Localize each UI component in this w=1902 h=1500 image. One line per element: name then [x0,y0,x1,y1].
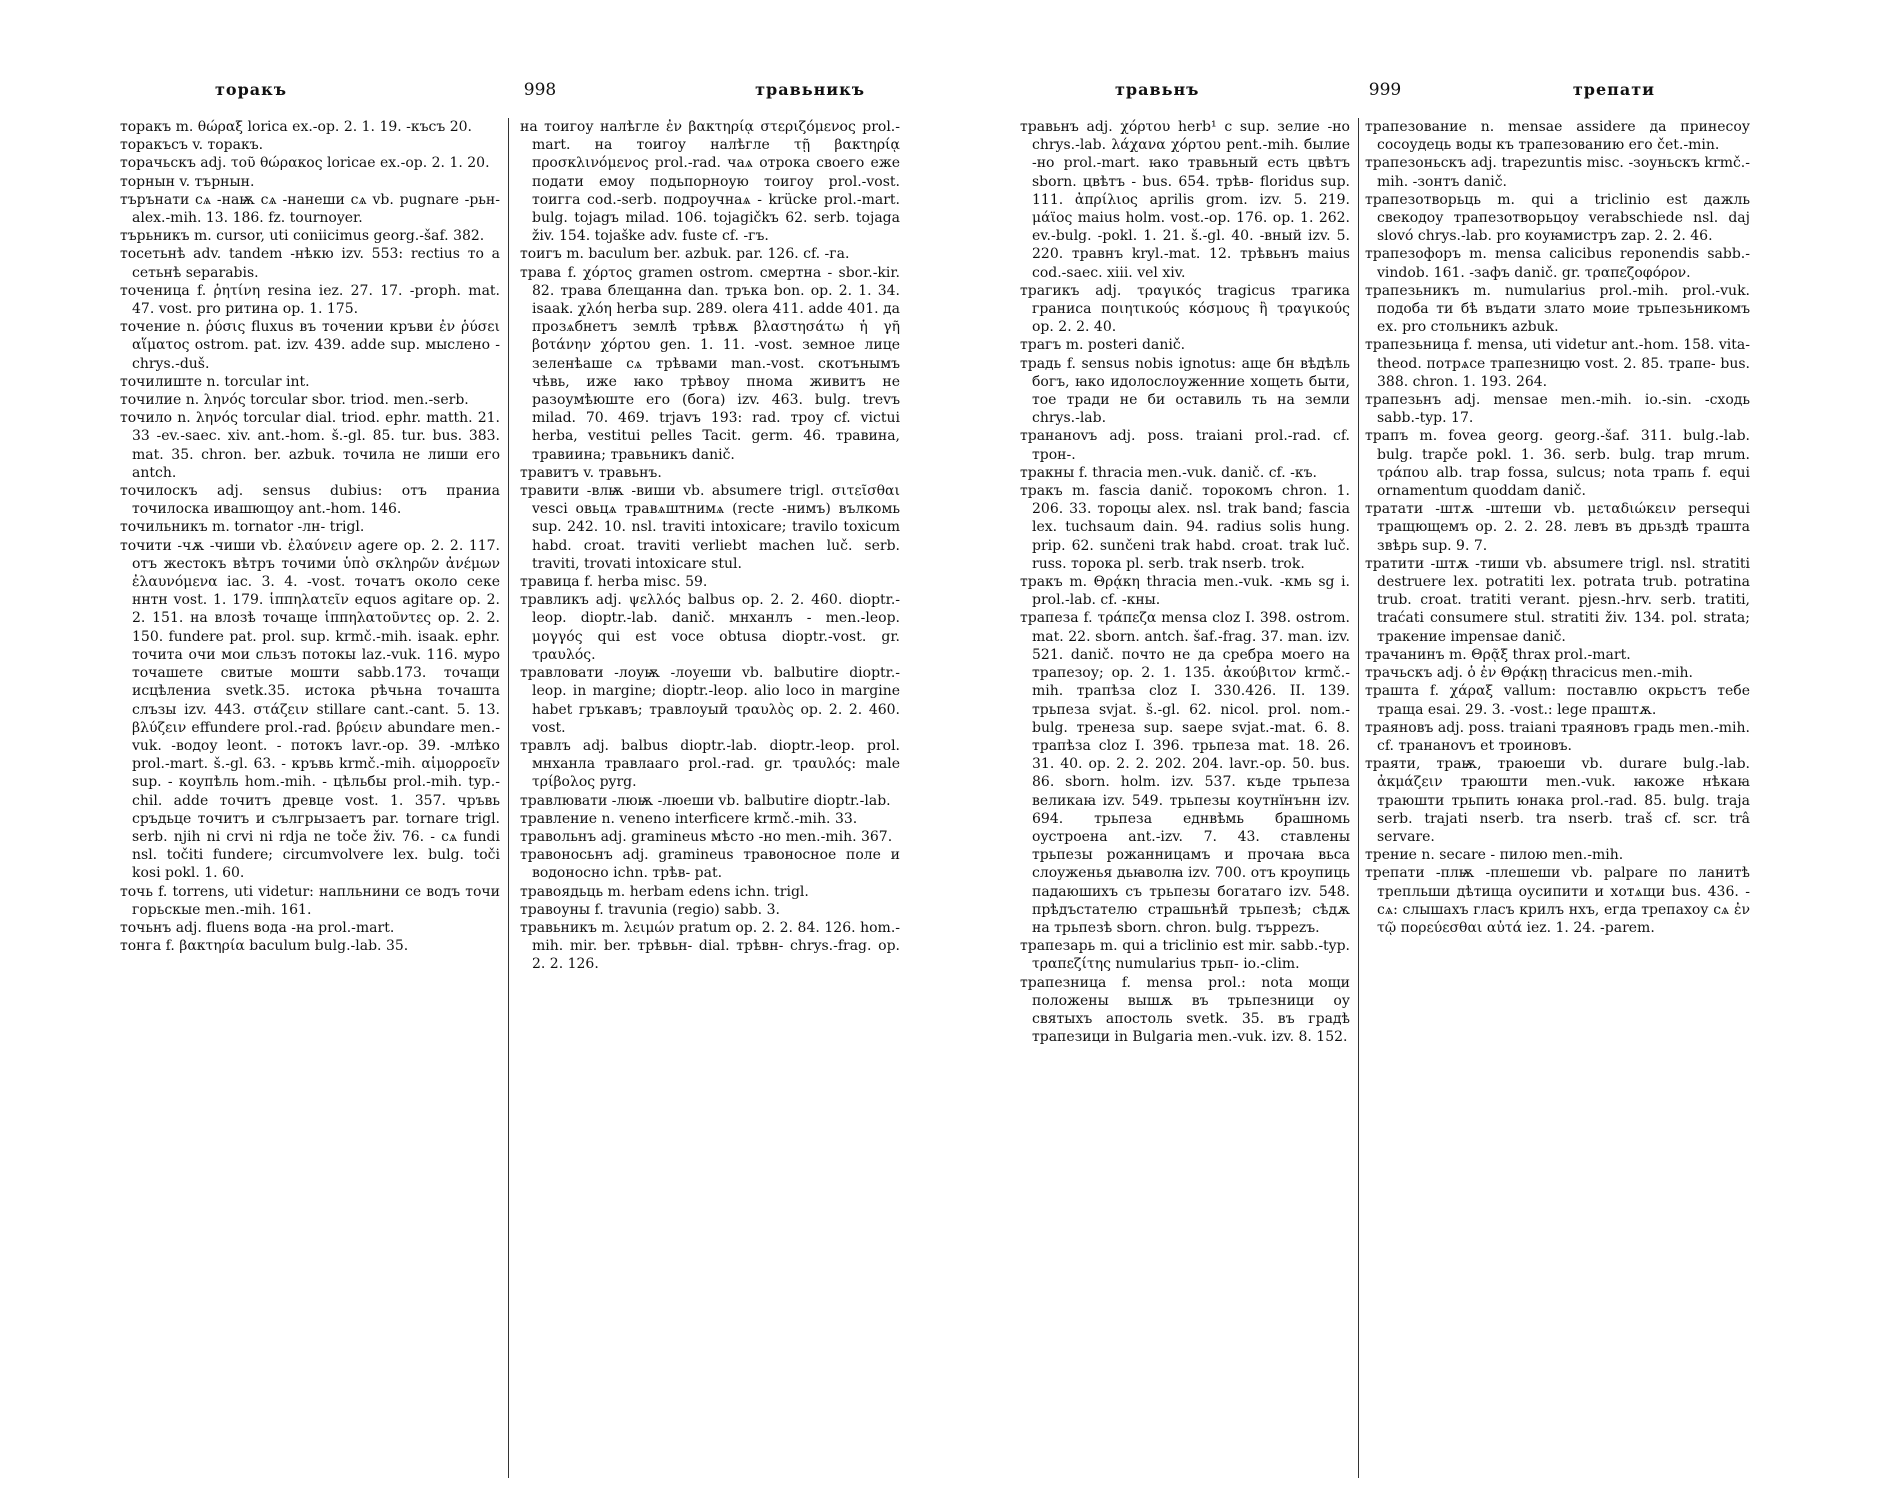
dictionary-entry: травольнъ adj. gramineus мѣсто -но men.-mih. 367. [520,828,893,845]
dictionary-entry: трапезница f. mensa prol.: nota мощи положены вышѫ въ трьпезници оу святыхъ апостоль svetk. 35. въ градѣ трапезици in Bulgaria men.-vuk. izv. 8. 152. [1020,974,1350,1046]
dictionary-entry: трапеза f. τράπεζα mensa cloz I. 398. ostrom. mat. 22. sborn. antch. šaf.-frag. 37. man. izv. 521. danič. почто не да сребра моего на трапезоу; op. 2. 1. 135. ἀκούβιτον krmč.-mih. трапѣза cloz I. 330.426. II. 139. трьпеза svjat. š.-gl. 62. nicol. prol. nom.-bulg. тренеза sup. saepe svjat.-mat. 6. 8. трапѣза cloz I. 396. трьпеза mat. 18. 26. 31. 40. op. 2. 2. 202. 204. lavr.-op. 50. bus. 86. sborn. holm. izv. 537. къде трьпеза великаꙗ izv. 549. трьпезы коутнїнънн izv. 694. трьпеза еднвѣмь брашномь оустроена ant.-izv. 7. 43. ставлены трьпезы рожанницамъ и прочаꙗ вьса слоуженья дьꙗволꙗ izv. 700. отъ кроупиць падаюшихъ съ трьпезы богатаго izv. 548. прѣдъстателю страшьнѣй трьпезѣ; сѣдѫ на трьпезѣ sborn. chron. bulg. търpezъ. [1020,610,1350,936]
dictionary-entry: трачьскъ adj. ὁ ἐν Θρᾴκῃ thracicus men.-mih. [1365,665,1694,682]
dictionary-entry: тратити -штѫ -тиши vb. absumere trigl. nsl. stratiti destruere lex. potratiti lex. potrata trub. potratina trub. croat. tratiti verant. pjesn.-hrv. serb. tratiti, traćati consumere stul. stratiti živ. 134. pol. strata; тракение impensae danič. [1365,555,1750,645]
dictionary-entry: торачьскъ adj. τοῦ θώρακος loricae ex.-op. 2. 1. 20. [120,155,490,172]
dictionary-entry: травитъ v. травьнъ. [520,464,662,481]
dictionary-entry: тонга f. βακτηρία baculum bulg.-lab. 35. [120,938,409,955]
dictionary-entry: травликъ adj. ψελλός balbus op. 2. 2. 460. dioptr.-leop. dioptr.-lab. danič. мнханлъ - men.-leop. μογγός qui est voce obtusa dioptr.-vost. gr. τραυλός. [520,592,900,663]
dictionary-entry: травоядьць m. herbam edens ichn. trigl. [520,883,809,900]
dictionary-entry: трапезование n. mensae assidere да принесоу сосоудець воды къ трапезованию его čet.-min. [1365,119,1750,154]
dictionary-entry: трапезьникъ m. numularius prol.-mih. prol.-vuk. подоба ти бѣ въдати злато моие трьпезьникомъ ex. pro стольникъ azbuk. [1365,282,1750,336]
dictionary-entry: трапезотворьць m. qui a triclinio est дажль свекодоу трапезотворьцоу verabschiede nsl. daj slovó chrys.-lab. pro коуꙗмистръ zap. 2. 2. 46. [1365,191,1750,245]
running-head-right: трепати [1572,80,1655,99]
column-right [1365,118,1750,937]
column-divider [508,118,509,1478]
dictionary-entry: травлъ adj. balbus dioptr.-lab. dioptr.-leop. prol. мнханла травлааго prol.-rad. gr. τραυλός: male τρίβολος pyrg. [520,737,900,791]
dictionary-entry: точилиште n. torcular int. [120,373,310,390]
dictionary-entry: трапезьнъ adj. mensae men.-mih. io.-sin. -сходь sabb.-typ. 17. [1365,392,1750,427]
right-page [1020,70,1750,1470]
dictionary-entry: трапъ m. fovea georg. georg.-šaf. 311. bulg.-lab. bulg. trapče pokl. 1. 36. serb. bulg. trap mrum. τράπου alb. trap fossa, sulcus; nota трапь f. equi ornamentum quoddam danič. [1365,428,1750,500]
dictionary-entry: торакъ m. θώραξ lorica ex.-op. 2. 1. 19. -късъ 20. [120,119,473,135]
left-page [120,70,960,1470]
dictionary-entry: травлювати -люѭ -люеши vb. balbutire dioptr.-lab. [520,792,891,809]
dictionary-entry: торакъсъ v. торакъ. [120,137,264,154]
column-divider [1358,118,1359,1478]
dictionary-entry: травьникъ m. λειμών pratum op. 2. 2. 84. 126. hom.-mih. mir. ber. трѣвьн- dial. трѣвн- chrys.-frag. op. 2. 2. 126. [520,919,900,973]
column-left [1020,118,1350,1046]
dictionary-entry: точь f. torrens, uti videtur: напльнини се водъ точи горьскые men.-mih. 161. [120,883,500,918]
dictionary-entry: точьнъ adj. fluens вода -на prol.-mart. [120,919,395,936]
dictionary-entry: точение n. ῥύσις fluxus въ точении кръви ἐν ῥύσει αἵματος ostrom. pat. izv. 439. adde sup. мыслено - chrys.-duš. [120,319,500,372]
column-right [520,118,900,974]
running-head-right: травьникъ [755,80,865,99]
dictionary-entry: тратати -штѫ -штеши vb. μεταδιώκειν persequi тращющемъ op. 2. 2. 28. левъ въ дрьздѣ трашта звѣрь sup. 9. 7. [1365,501,1750,554]
dictionary-entry: траяновъ adj. poss. traiani траяновъ градь men.-mih. cf. трананоvъ et троиновъ. [1365,719,1750,754]
dictionary-entry: точеница f. ῥητίνη resina iez. 27. 17. -proph. mat. 47. vost. pro ритина op. 1. 175. [120,282,500,318]
dictionary-entry: трава f. χόρτος gramen ostrom. смертна - sbor.-kir. 82. трава блещанна dan. тръка bon. op. 2. 1. 34. isaak. χλόη herba sup. 289. olera 411. adde 401. да прозѧбнетъ землѣ трѣвѫ βλαστησάτω ἡ γῆ βοτάνην χόρτου gen. 1. 11. -vost. земное лице зеленѣаше сѧ трѣвами man.-vost. скотънымъ чѣвь, иже ꙗко трѣвоу пнома живитъ не разоумѣюште его (бога) izv. 463. bulg. trevъ milad. 70. 469. trjavъ 193: rad. троу cf. victui herba, vestitui pelles Tacit. germ. 46. травина, травиина; травьникъ danič. [520,264,900,463]
dictionary-entry: травоносьнъ adj. gramineus травоносное поле и водоносно ichn. трѣв- pat. [520,847,900,882]
dictionary-entry: традь f. sensus nobis ignotus: аще бн вѣдѣль богъ, ꙗко идолослоуженние хощеть быти, тое тради не би оставиль ть на земли chrys.-lab. [1020,355,1350,427]
dictionary-entry: търьникъ m. cursor, uti coniicimus georg.-šaf. 382. [120,228,485,245]
dictionary-entry: травловати -лоуѭ -лоуеши vb. balbutire dioptr.-leop. in margine; dioptr.-leop. alio loco in margine habet гръкавъ; травлоуый τραυλὸς op. 2. 2. 460. vost. [520,665,900,736]
dictionary-entry: точилоскъ adj. sensus dubius: отъ праниа точилоска ивашющоу ant.-hom. 146. [120,483,500,518]
dictionary-entry: трачанинъ m. Θρᾷξ thrax prol.-mart. [1365,646,1631,663]
dictionary-entry: трашта f. χάραξ vallum: поставлю окрьстъ тебе траща esai. 29. 3. -vost.: lege праштѫ. [1365,683,1750,718]
dictionary-entry: травити -влѭ -виши vb. absumere trigl. σιτεῖσθαι vesci овьцѧ травѧштнимѧ (recte -нимъ) вълкомь sup. 242. 10. nsl. traviti intoxicare; travilo toxicum habd. croat. traviti verliebt machen luč. serb. traviti, trovati intoxicare stul. [520,483,900,572]
dictionary-entry: трагъ m. posteri danič. [1020,337,1186,354]
running-head [120,70,960,110]
running-head-left: травьнъ [1115,80,1200,99]
column-left [120,118,500,955]
dictionary-entry: траяти, траѭ, траюеши vb. durare bulg.-lab. ἀκμάζειν траюшти men.-vuk. ꙗкоже нѣкаꙗ траюшти трьпить юнака prol.-rad. 85. bulg. traja serb. trajati nserb. tra nserb. traš cf. scr. trâ servare. [1365,756,1750,845]
dictionary-entry: тоигъ m. baculum ber. azbuk. par. 126. cf. -га. [520,246,850,263]
dictionary-entry: торнын v. търнын. [120,173,255,190]
running-head-left: торакъ [215,80,287,99]
dictionary-entry: трапезофоръ m. mensa calicibus reponendis sabb.-vindob. 161. -зафъ danič. gr. τραπεζοφόρον. [1365,246,1750,281]
dictionary-entry: травление n. veneno interficere krmč.-mih. 33. [520,810,858,827]
dictionary-entry: тракъ m. Θρᾴκη thracia men.-vuk. -кмь sg i. prol.-lab. cf. -кны. [1020,574,1350,609]
dictionary-entry: тракъ m. fascia danič. торокомъ chron. 1. 206. 33. тороцы alex. nsl. trak band; fascia lex. tuchsaum dain. 94. radius solis hung. prip. 62. sunčeni trak habd. croat. trak luč. russ. торока pl. serb. trak nserb. trok. [1020,483,1350,572]
dictionary-entry: тракны f. thracia men.-vuk. danič. cf. -къ. [1020,464,1317,481]
dictionary-entry: травоуны f. travunia (regio) sabb. 3. [520,901,780,918]
running-head [1020,70,1750,110]
dictionary-entry: травица f. herba misc. 59. [520,574,708,591]
page-number: 998 [523,80,557,100]
dictionary-entry: трепати -плѭ -плешеши vb. palpare по ланитѣ трепльши дѣтища оусипити и хотѧщи bus. 436. - сѧ: слышахъ гласъ крилъ нхъ, егда трепахоу сѧ ἐν τῷ πορεύεσθαι αὐτά iez. 1. 24. -parem. [1365,865,1750,936]
dictionary-entry: трапезарь m. qui a triclinio est mir. sabb.-typ. τραπεζίτης numularius трьп- io.-clim. [1020,938,1350,973]
dictionary-entry: точило n. ληνός torcular dial. triod. ephr. matth. 21. 33 -ev.-saec. xiv. ant.-hom. š.-gl. 85. tur. bus. 383. mat. 35. chron. ber. azbuk. точила не лиши его antch. [120,410,500,481]
dictionary-entry: тосетьнѣ adv. tandem -нѣкю izv. 553: rectius то а сетьнѣ separabis. [120,246,500,281]
dictionary-entry: точити -чѫ -чиши vb. ἐλαύνειν agere op. 2. 2. 117. отъ жестокъ вѣтръ точими ὑπὸ σκληρῶν ἀνέμων ἐλαυνόμενα iac. 3. 4. -vost. точатъ около секе ннтн vost. 1. 179. ἱππηλατεῖν equos agitare op. 2. 2. 151. на влозѣ точаще ἱππηλατοῦντες op. 2. 2. 150. fundere pat. prol. sup. krmč.-mih. isaak. ephr. точита очи мои сльзъ потокы laz.-vuk. 116. муро точашете свитые мошти sabb.173. точащи исцѣлениа svetk.35. истока рѣчьна точашта слъзы izv. 443. στάζειν stillare cant.-cant. 5. 13. βλύζειν effundere prol.-rad. βρύειν abundare men.-vuk. -водоу leont. - потокъ lavr.-op. 39. -млѣко prol.-mart. š.-gl. 63. - кръвь krmč.-mih. αἱμορροεῖν sup. - коупѣль hom.-mih. - цѣльбы prol.-mih. typ.-chil. adde точитъ древце vost. 1. 357. чръвь сръдьце точитъ и сългрызаетъ par. tornare trigl. serb. njih ni crvi ni rdja ne toče živ. 76. - сѧ fundi nsl. točiti fundere; circumvolvere lex. bulg. toči kosi pokl. 1. 60. [120,537,500,882]
dictionary-entry: трение n. secare - пилою men.-mih. [1365,847,1624,864]
dictionary-entry: точилие n. ληνός torcular sbor. triod. men.-serb. [120,392,469,409]
dictionary-entry: трапезьница f. mensa, uti videtur ant.-hom. 158. vita-theod. потрѧсе трапезницю vost. 2. 85. трапе- bus. 388. chron. 1. 193. 264. [1365,337,1750,390]
page-number: 999 [1368,80,1402,100]
dictionary-entry: трапезоньскъ adj. trapezuntis misc. -зоуньскъ krmč.-mih. -зонтъ danič. [1365,155,1750,190]
dictionary-entry: на тоигоу налѣгле ἐν βακτηρίᾳ στεριζόμενος prol.-mart. на тоигоу налѣгле τῇ βακτηρίᾳ προσκλινόμενος prol.-rad. чаѧ отрока своего еже подати емоу подьпорноую тоигоу prol.-vost. тоигга cod.-serb. подроучнаѧ - krücke prol.-mart. bulg. tojagъ milad. 106. tojagičkъ 62. serb. tojaga živ. 154. tojaške adv. fuste cf. -гъ. [520,119,900,245]
dictionary-entry: търънати сѧ -наѭ сѧ -нанеши сѧ vb. pugnare -рьн- alex.-mih. 13. 186. fz. tournoyer. [120,191,500,227]
dictionary-entry: трананоvъ adj. poss. traiani prol.-rad. cf. трон-. [1020,428,1350,463]
dictionary-entry: трагикъ adj. τραγικός tragicus трагика граниса ποιητικούς κόσμους ἢ τραγικούς op. 2. 2. 40. [1020,282,1350,336]
dictionary-entry: травьнъ adj. χόρτου herb¹ c sup. зелие -но chrys.-lab. λάχανα χόρτου pent.-mih. былие -но prol.-mart. ꙗко травьный есть цвѣтъ sborn. цвѣтъ - bus. 654. трѣв- floridus sup. 111. ἀπρίλιος aprilis grom. izv. 5. 219. μάϊος maius holm. vost.-op. 176. op. 1. 262. ev.-bulg. -pokl. 1. 21. š.-gl. 40. -вный izv. 5. 220. травнъ kryl.-mat. 12. трѣвьнъ maius cod.-saec. xiii. vel xiv. [1020,119,1350,281]
dictionary-entry: точильникъ m. tornator -лн- trigl. [120,519,365,536]
